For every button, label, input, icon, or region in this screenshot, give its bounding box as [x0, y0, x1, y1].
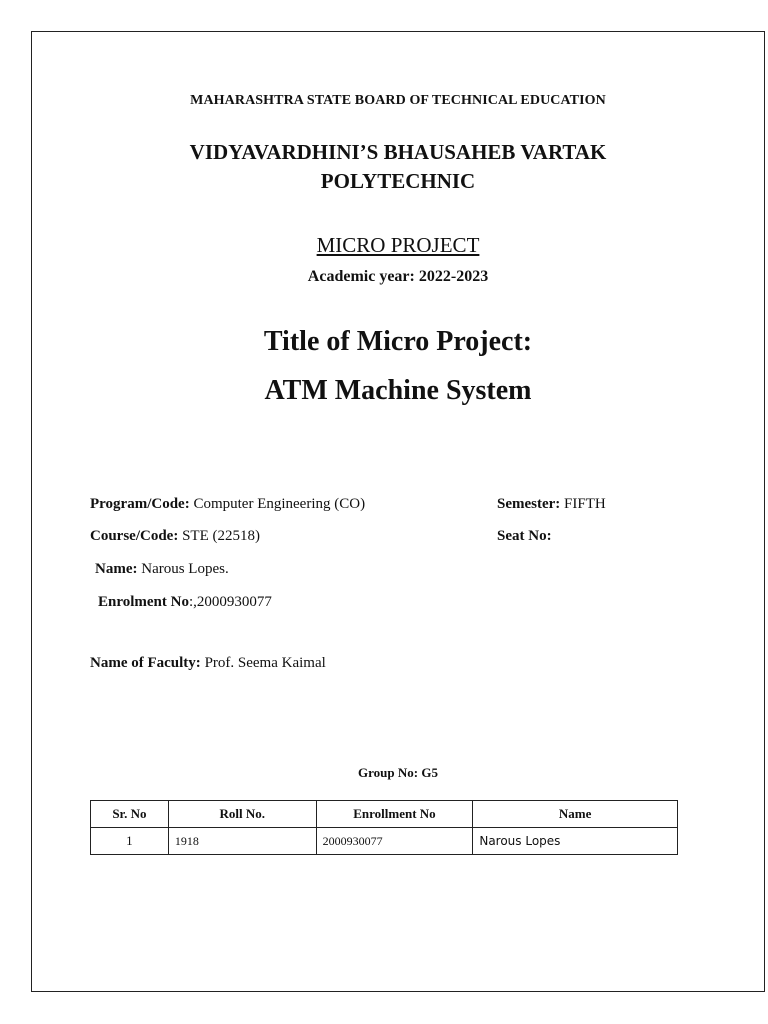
cell-roll-no: 1918 [168, 828, 316, 855]
enrolment-label: Enrolment No [98, 594, 189, 610]
college-name-line1: VIDYAVARDHINI’S BHAUSAHEB VARTAK [189, 140, 607, 164]
column-header-sr-no: Sr. No [91, 801, 169, 828]
academic-year: Academic year: 2022-2023 [307, 268, 489, 285]
cell-name: Narous Lopes [473, 828, 678, 855]
project-title-label: Title of Micro Project: [263, 326, 533, 357]
student-name-value: Narous Lopes. [137, 561, 229, 577]
group-number: Group No: G5 [358, 765, 438, 780]
course-code-field [90, 528, 260, 545]
cell-enrollment-no: 2000930077 [316, 828, 473, 855]
project-title: ATM Machine System [264, 375, 532, 406]
cell-sr-no: 1 [91, 828, 169, 855]
seat-no-label: Seat No: [497, 528, 552, 544]
faculty-label: Name of Faculty: [90, 655, 201, 671]
student-name-field [95, 561, 229, 578]
college-name [31, 138, 765, 196]
column-header-enrollment-no: Enrollment No [316, 801, 473, 828]
enrolment-field [98, 594, 272, 611]
semester-value: FIFTH [560, 496, 606, 512]
table-header-row [91, 801, 678, 828]
student-table [90, 800, 678, 855]
enrolment-value: :,2000930077 [188, 594, 272, 610]
board-name: MAHARASHTRA STATE BOARD OF TECHNICAL EDUCATION [190, 93, 606, 108]
program-code-value: Computer Engineering (CO) [189, 496, 366, 512]
college-name-line2: POLYTECHNIC [320, 169, 476, 193]
column-header-roll-no: Roll No. [168, 801, 316, 828]
program-code-field [90, 496, 365, 513]
micro-project-heading [31, 233, 765, 258]
semester-field [497, 496, 606, 513]
faculty-field [90, 655, 326, 672]
program-code-label: Program/Code: [90, 496, 190, 512]
course-code-label: Course/Code: [90, 528, 179, 544]
seat-no-field [497, 528, 552, 545]
table-row [91, 828, 678, 855]
micro-project-heading-text: MICRO PROJECT [316, 233, 480, 257]
column-header-name: Name [473, 801, 678, 828]
faculty-value: Prof. Seema Kaimal [200, 655, 326, 671]
semester-label: Semester: [497, 496, 561, 512]
student-name-label: Name: [95, 561, 138, 577]
course-code-value: STE (22518) [178, 528, 260, 544]
